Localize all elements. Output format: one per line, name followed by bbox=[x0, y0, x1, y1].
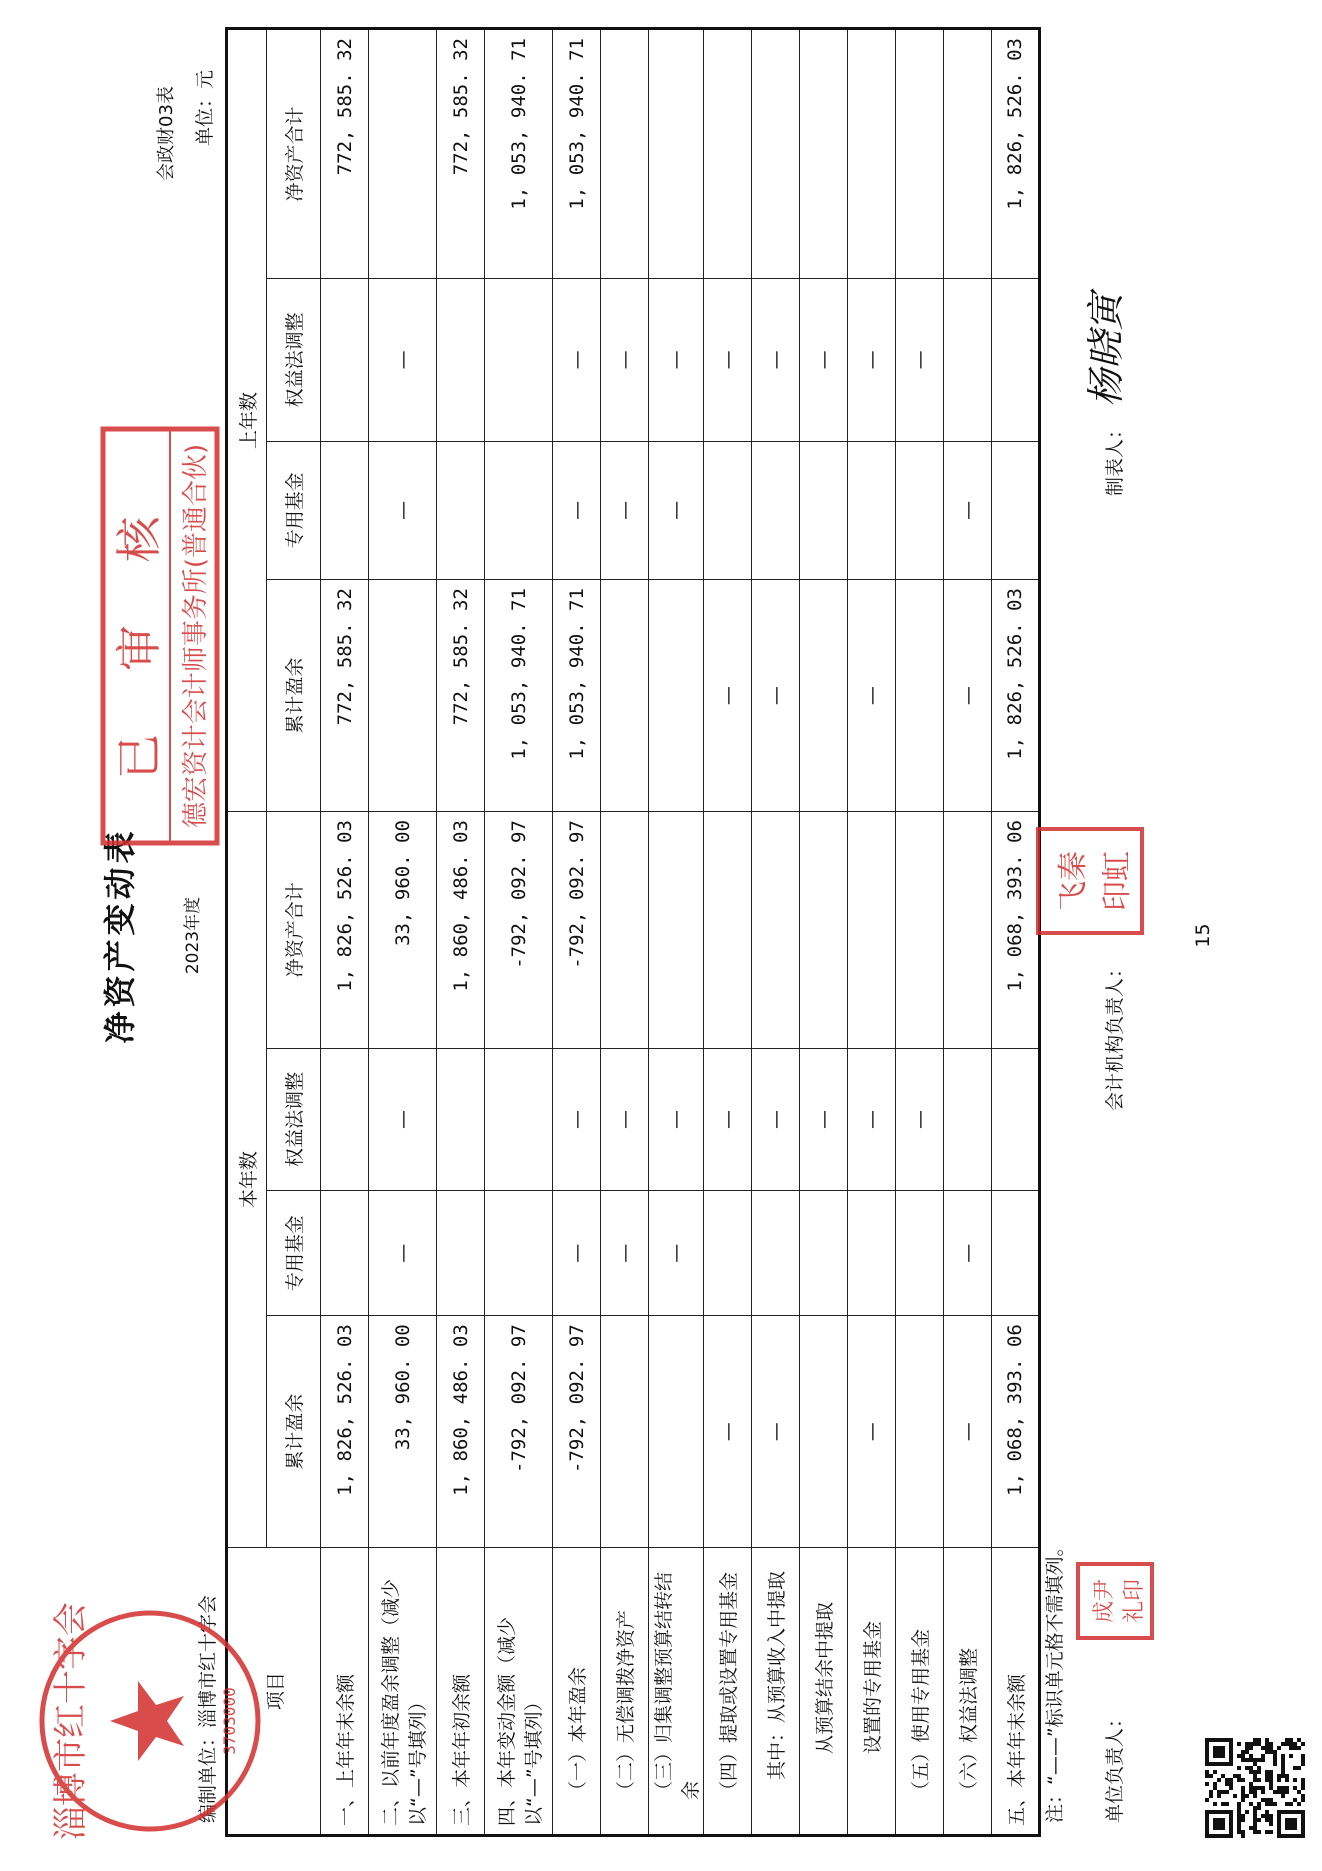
table-cell: — bbox=[752, 278, 800, 441]
table-cell: — bbox=[369, 1191, 437, 1316]
fiscal-year: 2023年度 bbox=[183, 896, 203, 975]
table-cell: — bbox=[601, 1048, 649, 1191]
table-cell bbox=[649, 812, 704, 1048]
table-cell bbox=[752, 1191, 800, 1316]
table-cell bbox=[649, 1316, 704, 1548]
table-cell bbox=[848, 29, 896, 279]
table-cell bbox=[601, 29, 649, 279]
table-cell: — bbox=[848, 1048, 896, 1191]
audit-stamp bbox=[100, 426, 220, 846]
table-cell: — bbox=[800, 278, 848, 441]
table-row bbox=[649, 29, 704, 1836]
table-cell bbox=[944, 278, 992, 441]
page-number: 15 bbox=[1192, 923, 1214, 948]
table-cell: — bbox=[649, 441, 704, 579]
table-cell bbox=[601, 1316, 649, 1548]
row-label: 其中：从预算收入中提取 bbox=[752, 1548, 800, 1836]
table-cell bbox=[896, 580, 944, 812]
table-cell: -792, 092. 97 bbox=[485, 1316, 553, 1548]
table-cell: 1, 860, 486. 03 bbox=[437, 1316, 485, 1548]
row-label: 设置的专用基金 bbox=[848, 1548, 896, 1836]
table-cell: 33, 960. 00 bbox=[369, 1316, 437, 1548]
table-cell bbox=[601, 580, 649, 812]
table-cell: — bbox=[704, 1048, 752, 1191]
table-cell bbox=[800, 812, 848, 1048]
table-cell bbox=[437, 1191, 485, 1316]
table-cell: — bbox=[369, 441, 437, 579]
table-cell bbox=[752, 812, 800, 1048]
table-cell bbox=[896, 1191, 944, 1316]
table-cell bbox=[944, 29, 992, 279]
table-cell: — bbox=[848, 1316, 896, 1548]
row-label: （六）权益法调整 bbox=[944, 1548, 992, 1836]
table-cell: — bbox=[649, 1191, 704, 1316]
table-cell bbox=[437, 278, 485, 441]
preparer-signature bbox=[1075, 261, 1135, 411]
table-cell: 1, 053, 940. 71 bbox=[485, 580, 553, 812]
table-cell: -792, 092. 97 bbox=[553, 812, 601, 1048]
table-cell: — bbox=[553, 441, 601, 579]
table-cell bbox=[800, 1316, 848, 1548]
table-row bbox=[601, 29, 649, 1836]
col-header: 权益法调整 bbox=[267, 278, 321, 441]
svg-text:礼印: 礼印 bbox=[1122, 1578, 1147, 1624]
qr-code-icon bbox=[1205, 1738, 1305, 1838]
audit-stamp-line2: 德宏资计会计师事务所(普通合伙) bbox=[181, 443, 211, 829]
table-cell: — bbox=[944, 1316, 992, 1548]
net-assets-change-table bbox=[225, 27, 1041, 1837]
table-cell: — bbox=[553, 1191, 601, 1316]
svg-text:3703000: 3703000 bbox=[220, 1687, 239, 1755]
current-year-group-header: 本年数 bbox=[227, 812, 267, 1548]
table-cell: — bbox=[601, 441, 649, 579]
table-cell: 33, 960. 00 bbox=[369, 812, 437, 1048]
table-row bbox=[704, 29, 752, 1836]
col-header: 专用基金 bbox=[267, 1191, 321, 1316]
col-header: 累计盈余 bbox=[267, 1316, 321, 1548]
table-cell bbox=[896, 1316, 944, 1548]
row-label: （二）无偿调拨净资产 bbox=[601, 1548, 649, 1836]
table-cell: 1, 053, 940. 71 bbox=[553, 580, 601, 812]
table-cell: — bbox=[944, 441, 992, 579]
table-row bbox=[848, 29, 896, 1836]
col-header: 专用基金 bbox=[267, 441, 321, 579]
table-cell: 1, 068, 393. 06 bbox=[992, 1316, 1040, 1548]
row-label: 五、本年年末余额 bbox=[992, 1548, 1040, 1836]
table-cell: — bbox=[649, 278, 704, 441]
table-cell: — bbox=[369, 278, 437, 441]
table-cell: 772, 585. 32 bbox=[437, 29, 485, 279]
svg-text:杨晓寅: 杨晓寅 bbox=[1084, 292, 1128, 407]
table-cell: — bbox=[944, 1191, 992, 1316]
table-cell: — bbox=[601, 278, 649, 441]
table-cell: — bbox=[800, 1048, 848, 1191]
table-row bbox=[992, 29, 1040, 1836]
row-label: 四、本年变动金额（减少以“—”号填列） bbox=[485, 1548, 553, 1836]
table-cell bbox=[369, 580, 437, 812]
table-cell bbox=[485, 1048, 553, 1191]
prior-year-group-header: 上年数 bbox=[227, 29, 267, 812]
col-header: 累计盈余 bbox=[267, 580, 321, 812]
organization-seal bbox=[30, 1601, 270, 1841]
table-cell bbox=[848, 1191, 896, 1316]
table-body bbox=[321, 29, 1040, 1836]
table-cell bbox=[321, 1048, 369, 1191]
row-label: （五）使用专用基金 bbox=[896, 1548, 944, 1836]
table-cell: — bbox=[752, 580, 800, 812]
table-cell: — bbox=[704, 278, 752, 441]
table-cell bbox=[321, 278, 369, 441]
table-cell bbox=[896, 29, 944, 279]
table-cell bbox=[704, 1191, 752, 1316]
form-code: 会政财03表 bbox=[156, 86, 177, 181]
table-cell bbox=[944, 1048, 992, 1191]
table-cell bbox=[992, 441, 1040, 579]
row-label: （一）本年盈余 bbox=[553, 1548, 601, 1836]
table-cell: — bbox=[553, 1048, 601, 1191]
table-cell: — bbox=[944, 580, 992, 812]
table-cell: 1, 826, 526. 03 bbox=[321, 812, 369, 1048]
table-cell bbox=[752, 29, 800, 279]
document-title: 净资产变动表 bbox=[101, 827, 139, 1044]
table-cell: 772, 585. 32 bbox=[321, 29, 369, 279]
table-cell: — bbox=[553, 278, 601, 441]
table-cell bbox=[485, 1191, 553, 1316]
table-cell: 1, 053, 940. 71 bbox=[553, 29, 601, 279]
table-cell: 1, 826, 526. 03 bbox=[992, 29, 1040, 279]
table-cell: 1, 860, 486. 03 bbox=[437, 812, 485, 1048]
table-cell: -792, 092. 97 bbox=[553, 1316, 601, 1548]
table-cell bbox=[800, 29, 848, 279]
svg-text:成尹: 成尹 bbox=[1092, 1578, 1117, 1624]
table-cell: — bbox=[752, 1316, 800, 1548]
table-cell bbox=[704, 441, 752, 579]
preparer-label: 制表人： bbox=[1104, 419, 1126, 496]
table-cell: — bbox=[649, 1048, 704, 1191]
accounting-head-label: 会计机构负责人： bbox=[1104, 958, 1126, 1111]
table-cell: — bbox=[848, 278, 896, 441]
table-cell bbox=[649, 580, 704, 812]
table-row bbox=[369, 29, 437, 1836]
table-cell: 772, 585. 32 bbox=[437, 580, 485, 812]
row-label: （三）归集调整预算结转结余 bbox=[649, 1548, 704, 1836]
col-header: 净资产合计 bbox=[267, 29, 321, 279]
table-cell: 772, 585. 32 bbox=[321, 580, 369, 812]
table-cell: 1, 068, 393. 06 bbox=[992, 812, 1040, 1048]
table-cell: — bbox=[896, 1048, 944, 1191]
table-cell: — bbox=[848, 580, 896, 812]
table-row bbox=[944, 29, 992, 1836]
table-cell bbox=[848, 812, 896, 1048]
table-cell: 1, 826, 526. 03 bbox=[321, 1316, 369, 1548]
table-cell: — bbox=[896, 278, 944, 441]
table-cell bbox=[800, 580, 848, 812]
svg-text:飞秦: 飞秦 bbox=[1056, 851, 1091, 911]
audit-stamp-line1: 已 审 核 bbox=[112, 492, 166, 780]
table-row bbox=[485, 29, 553, 1836]
table-cell bbox=[437, 1048, 485, 1191]
table-cell bbox=[601, 812, 649, 1048]
row-label: 二、以前年度盈余调整（减少以“—”号填列） bbox=[369, 1548, 437, 1836]
table-cell: — bbox=[369, 1048, 437, 1191]
table-cell: 1, 826, 526. 03 bbox=[992, 580, 1040, 812]
table-cell: — bbox=[704, 580, 752, 812]
row-label: （四）提取或设置专用基金 bbox=[704, 1548, 752, 1836]
table-cell bbox=[896, 441, 944, 579]
table-cell bbox=[485, 278, 553, 441]
table-cell bbox=[992, 278, 1040, 441]
row-label: 从预算结余中提取 bbox=[800, 1548, 848, 1836]
table-cell bbox=[369, 29, 437, 279]
table-row bbox=[553, 29, 601, 1836]
table-cell bbox=[649, 29, 704, 279]
unit-head-seal bbox=[1075, 1561, 1155, 1641]
currency-unit: 单位：元 bbox=[194, 69, 216, 146]
svg-text:淄博市红十字会: 淄博市红十字会 bbox=[51, 1602, 91, 1840]
table-cell bbox=[800, 441, 848, 579]
table-cell bbox=[896, 812, 944, 1048]
col-header: 权益法调整 bbox=[267, 1048, 321, 1191]
table-row bbox=[800, 29, 848, 1836]
table-cell bbox=[704, 812, 752, 1048]
table-cell bbox=[321, 441, 369, 579]
table-cell bbox=[752, 441, 800, 579]
table-note: 注：“——”标识单元格不需填列。 bbox=[1044, 1537, 1066, 1823]
table-cell: — bbox=[704, 1316, 752, 1548]
table-row bbox=[321, 29, 369, 1836]
table-cell bbox=[848, 441, 896, 579]
table-row bbox=[896, 29, 944, 1836]
unit-head-label: 单位负责人： bbox=[1104, 1708, 1126, 1823]
table-cell bbox=[437, 441, 485, 579]
table-cell bbox=[704, 29, 752, 279]
svg-text:印虹: 印虹 bbox=[1100, 851, 1135, 911]
table-cell bbox=[992, 1191, 1040, 1316]
item-header: 项目 bbox=[227, 1548, 321, 1836]
table-cell bbox=[944, 812, 992, 1048]
table-cell: -792, 092. 97 bbox=[485, 812, 553, 1048]
table-cell bbox=[321, 1191, 369, 1316]
accounting-head-seal bbox=[1035, 826, 1145, 936]
table-row bbox=[752, 29, 800, 1836]
table-cell: — bbox=[752, 1048, 800, 1191]
preparing-organization: 编制单位：淄博市红十字会 bbox=[197, 1594, 219, 1823]
table-cell: 1, 053, 940. 71 bbox=[485, 29, 553, 279]
row-label: 一、上年年末余额 bbox=[321, 1548, 369, 1836]
col-header: 净资产合计 bbox=[267, 812, 321, 1048]
table-cell bbox=[485, 441, 553, 579]
table-row bbox=[437, 29, 485, 1836]
table-cell: — bbox=[601, 1191, 649, 1316]
row-label: 三、本年年初余额 bbox=[437, 1548, 485, 1836]
table-cell bbox=[992, 1048, 1040, 1191]
table-cell bbox=[800, 1191, 848, 1316]
